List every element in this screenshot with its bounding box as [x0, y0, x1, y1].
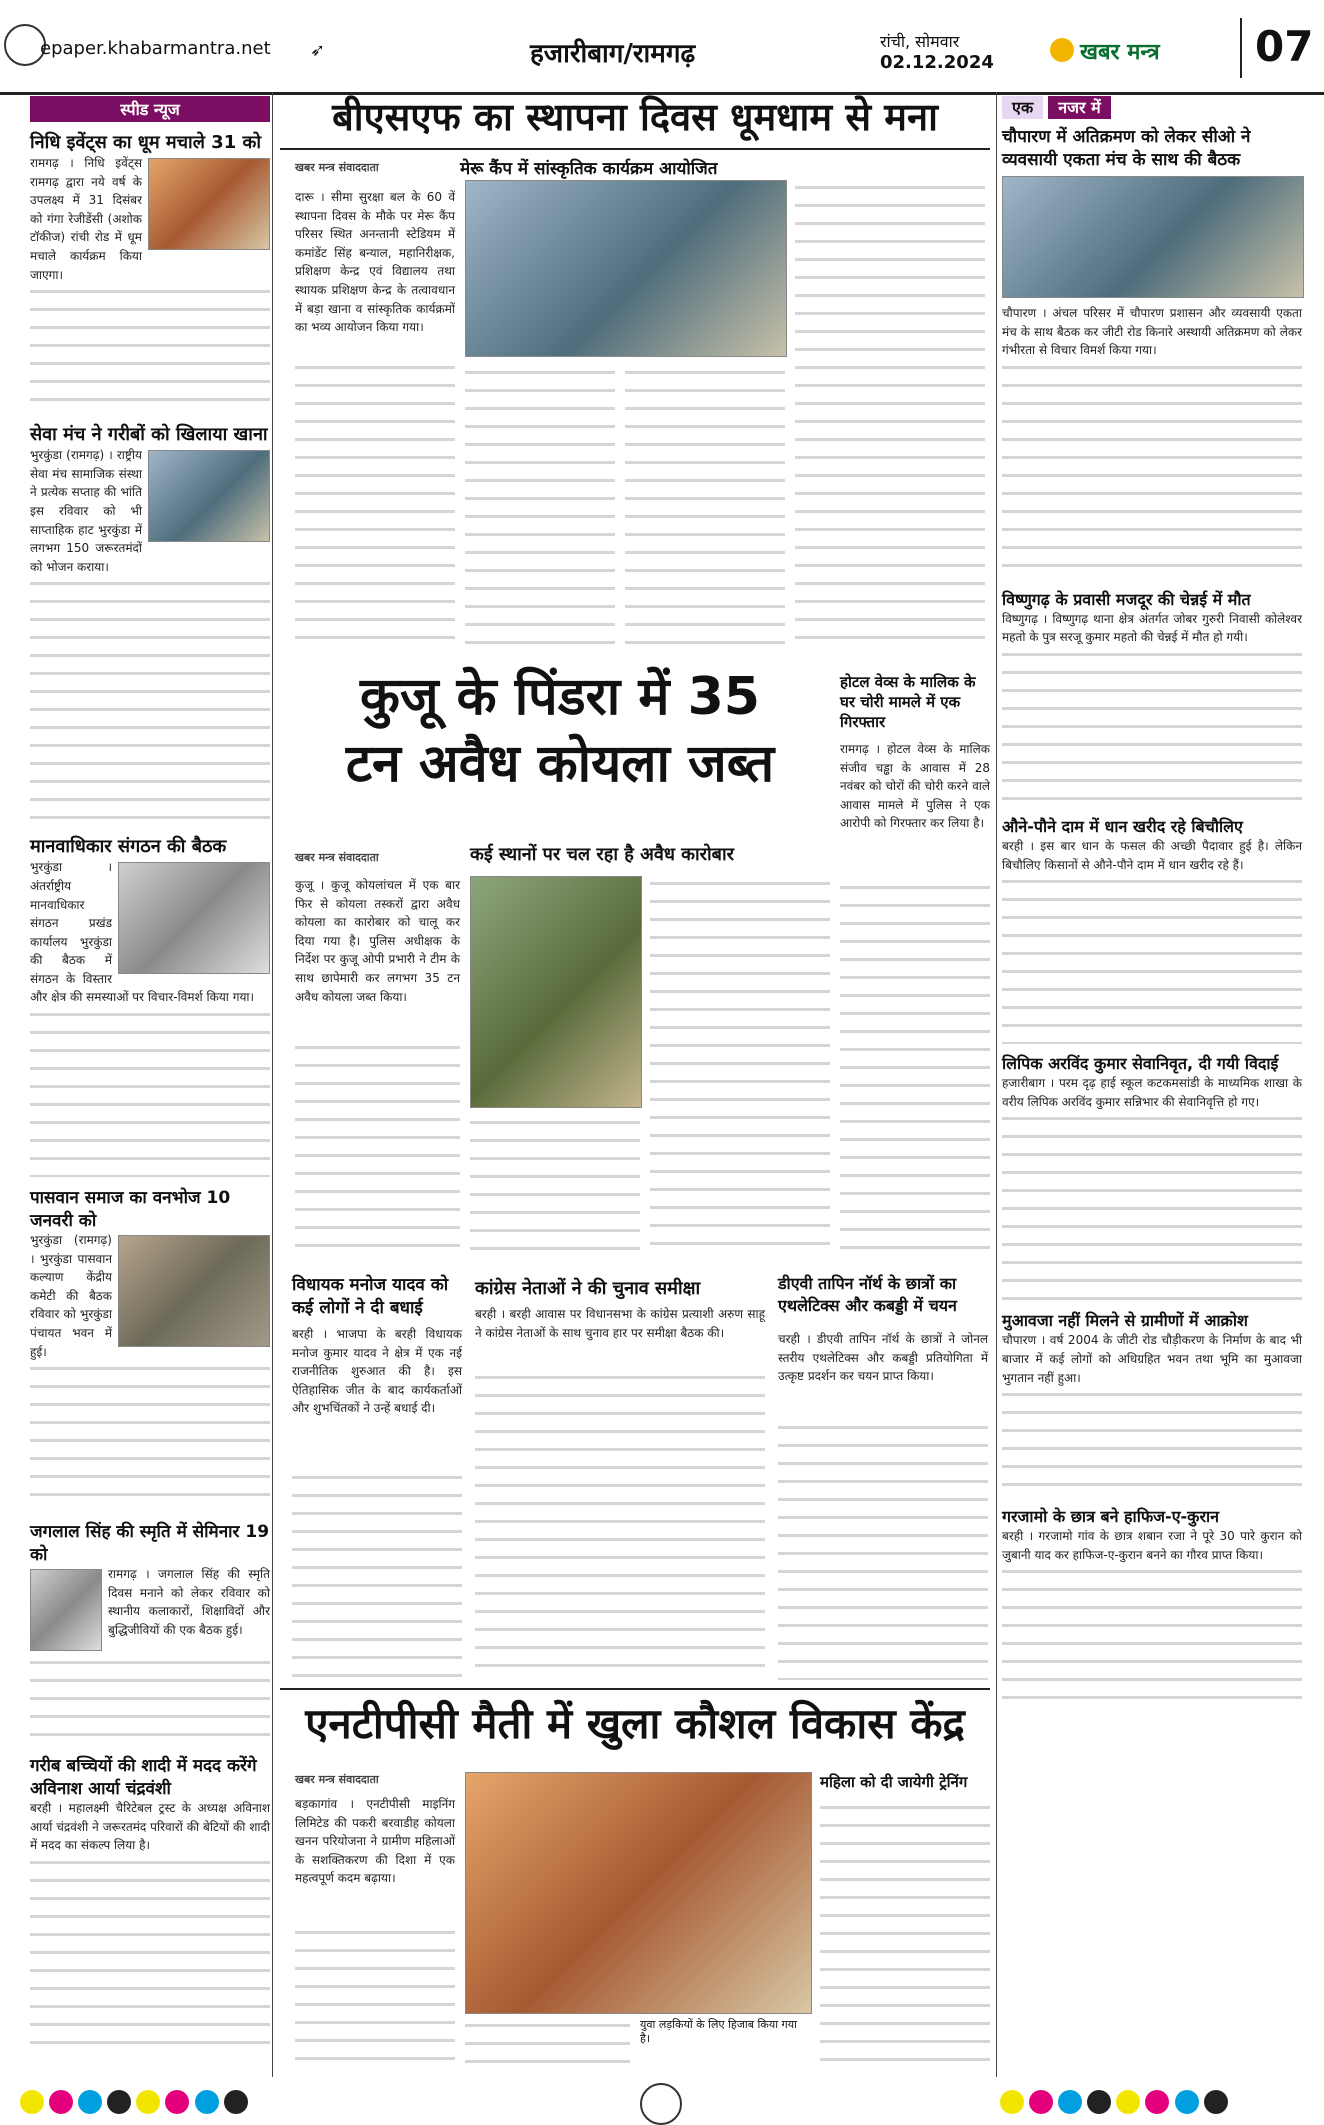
story-text-filler — [30, 1361, 270, 1511]
story-body: कुजू । कुजू कोयलांचल में एक बार फिर से कोयला तस्करों द्वारा अवैध कोयला का कारोबार को चालू कर दिया गया है। पुलिस अधीक्षक के निर्देश पर कुजू ओपी प्रभारी ने टीम के साथ छापेमारी कर लगभग 35 टन अवैध कोयला जब्त किया। — [295, 878, 460, 1004]
divider — [280, 1688, 990, 1690]
story-text-filler — [778, 1420, 988, 1680]
cyan-dot-icon — [1058, 2090, 1082, 2114]
cyan-dot-icon — [195, 2090, 219, 2114]
story-body: विष्णुगढ़ । विष्णुगढ़ थाना क्षेत्र अंतर्गत जोबर गुरुरी निवासी कोलेश्वर महतो के पुत्र सरजू कुमार महतो की चेन्नई में मौत हो गयी। — [1002, 611, 1302, 645]
story-text-filler — [1002, 1564, 1302, 1704]
byline: खबर मन्त्र संवाददाता — [295, 1773, 379, 1786]
meeting-photo — [118, 862, 270, 974]
headline[interactable]: बीएसएफ का स्थापना दिवस धूमधाम से मना — [332, 95, 938, 139]
photo-caption: युवा लड़कियों के लिए हिजाब किया गया है। — [640, 2018, 797, 2046]
event-photo — [148, 158, 270, 250]
magenta-dot-icon — [49, 2090, 73, 2114]
site-url[interactable]: epaper.khabarmantra.net — [40, 38, 271, 59]
meeting-photo — [1002, 176, 1304, 298]
story-title[interactable]: औने-पौने दाम में धान खरीद रहे बिचौलिए — [1002, 816, 1243, 836]
brand-name: खबर मन्त्र — [1080, 40, 1160, 65]
story-body: रामगढ़ । होटल वेव्स के मालिक संजीव चड्ढा के आवास में 28 नवंबर को चोरों की चोरी करने वाले आवास मामले में पुलिस ने एक आरोपी को गिरफ्तार कर लिया है। — [840, 742, 990, 831]
story-title[interactable]: कांग्रेस नेताओं ने की चुनाव समीक्षा — [475, 1278, 701, 1299]
story-title[interactable]: मानवाधिकार संगठन की बैठक — [30, 836, 227, 858]
magenta-dot-icon — [1029, 2090, 1053, 2114]
ntpc-center-photo — [465, 1772, 812, 2014]
story-body: बड़कागांव । एनटीपीसी माइनिंग लिमिटेड की पकरी बरवाडीह कोयला खनन परियोजना ने ग्रामीण महिलाओं के सशक्तिकरण की दिशा में एक महत्वपूर्ण कदम बढ़ाया। — [295, 1797, 455, 1886]
story-title[interactable]: पासवान समाज का वनभोज 10 जनवरी को — [30, 1188, 231, 1232]
cyan-dot-icon — [78, 2090, 102, 2114]
print-color-bar — [0, 2080, 1324, 2125]
black-dot-icon — [224, 2090, 248, 2114]
story-body: बरही । भाजपा के बरही विधायक मनोज कुमार यादव ने क्षेत्र में एक नई राजनीतिक शुरुआत की है। इस ऐतिहासिक जीत के बाद कार्यकर्ताओं और शुभचिंतकों ने उन्हें बधाई दी। — [292, 1327, 462, 1416]
yellow-dot-icon — [1000, 2090, 1024, 2114]
black-dot-icon — [1087, 2090, 1111, 2114]
story-title[interactable]: डीएवी तापिन नॉर्थ के छात्रों का एथलेटिक्स और कबड्डी में चयन — [778, 1274, 957, 1315]
page-header — [0, 0, 1324, 95]
story-text-filler — [295, 1040, 460, 1260]
brand-logo-icon — [1050, 38, 1074, 62]
story-body: दारू । सीमा सुरक्षा बल के 60 वें स्थापना दिवस के मौके पर मेरू कैंप परिसर स्थित अनन्तानी स्टेडियम में कमांडेंट सिंह बन्याल, महानिरीक्षक, प्रशिक्षण केन्द्र एवं विद्यालय तथा स्थायक प्रशिक्षण केन्द्र के तत्वावधान में बड़ा खाना व सांस्कृतिक कार्यक्रमों का भव्य आयोजन किया गया। — [295, 190, 455, 335]
left-column — [30, 96, 270, 2045]
story-text-filler — [30, 576, 270, 826]
story-text-filler — [1002, 647, 1302, 807]
headline[interactable]: एनटीपीसी मैती में खुला कौशल विकास केंद्र — [305, 1699, 965, 1748]
column-rule — [272, 92, 273, 2077]
story-title[interactable]: जगलाल सिंह की स्मृति में सेमिनार 19 को — [30, 1522, 270, 1566]
story-title[interactable]: गरीब बच्चियों की शादी में मदद करेंगे अविनाश आर्या चंद्रवंशी — [30, 1756, 257, 1800]
story-body: भुरकुंडा (रामगढ़) । राष्ट्रीय सेवा मंच सामाजिक संस्था ने प्रत्येक सप्ताह की भांति इस रविवार को भी साप्ताहिक हाट भुरकुंडा में लगभग 150 जरूरतमंदों को भोजन कराया। — [30, 448, 142, 574]
subheadline: कई स्थानों पर चल रहा है अवैध कारोबार — [470, 844, 734, 865]
story-title[interactable]: लिपिक अरविंद कुमार सेवानिवृत, दी गयी विदाई — [1002, 1054, 1279, 1074]
story-text-filler — [1002, 874, 1302, 1044]
byline: खबर मन्त्र संवाददाता — [295, 161, 379, 174]
story-text-filler — [470, 1115, 640, 1260]
story-body: बरही । बरही आवास पर विधानसभा के कांग्रेस प्रत्याशी अरुण साहू ने कांग्रेस नेताओं के साथ चुनाव हार पर समीक्षा बैठक की। — [475, 1307, 765, 1340]
yellow-dot-icon — [136, 2090, 160, 2114]
story-text-filler — [795, 180, 985, 650]
story-subtitle: महिला को दी जायेगी ट्रेनिंग — [820, 1773, 968, 1791]
bsf-celebration-photo — [465, 180, 787, 357]
column-rule — [996, 92, 997, 2077]
story-body: हजारीबाग । परम दृढ़ हाई स्कूल कटकमसांडी के माध्यमिक शाखा के वरीय लिपिक अरविंद कुमार सन्निभार की सेवानिवृत्ति हो गए। — [1002, 1076, 1302, 1109]
story-body: भुरकुंडा । अंतर्राष्ट्रीय मानवाधिकार संगठन प्रखंड कार्यालय भुरकुंडा की बैठक में संगठन के विस्तार और क्षेत्र की समस्याओं पर विचार-विमर्श किया गया। — [30, 860, 255, 1005]
magenta-dot-icon — [165, 2090, 189, 2114]
story-body: बरही । महालक्ष्मी चैरिटेबल ट्रस्ट के अध्यक्ष अविनाश आर्या चंद्रवंशी ने जरूरतमंद परिवारों की बेटियों की शादी में मदद का संकल्प लिया है। — [30, 1801, 270, 1853]
story-title[interactable]: विधायक मनोज यादव को कई लोगों ने दी बधाई — [292, 1275, 449, 1318]
story-text-filler — [650, 876, 830, 1260]
story-title[interactable]: निधि इवेंट्स का धूम मचाले 31 को — [30, 132, 261, 153]
story-title[interactable]: गरजामो के छात्र बने हाफिज-ए-कुरान — [1002, 1507, 1220, 1527]
story-text-filler — [465, 365, 615, 650]
story-text-filler — [1002, 1111, 1302, 1301]
story-text-filler — [30, 1855, 270, 2045]
cursor-icon: ➶ — [310, 40, 326, 61]
right-column — [1002, 96, 1302, 1704]
section-kicker: स्पीड न्यूज — [30, 96, 270, 122]
edition-city: हजारीबाग/रामगढ़ — [530, 39, 696, 69]
black-dot-icon — [107, 2090, 131, 2114]
color-dots-right — [1000, 2090, 1228, 2118]
story-title[interactable]: होटल वेव्स के मालिक के घर चोरी मामले में एक गिरफ्तार — [840, 673, 976, 731]
photo-caption — [470, 1108, 481, 1109]
meeting-photo — [118, 1235, 270, 1347]
color-dots-left — [20, 2090, 248, 2118]
story-text-filler — [820, 1800, 990, 2075]
coal-headline-line2[interactable]: टन अवैध कोयला जब्त — [345, 734, 775, 794]
story-text-filler — [1002, 1387, 1302, 1497]
story-title[interactable]: विष्णुगढ़ के प्रवासी मजदूर की चेन्नई में मौत — [1002, 589, 1251, 609]
portrait-photo — [30, 1569, 102, 1651]
story-text-filler — [475, 1370, 765, 1680]
story-text-filler — [1002, 360, 1302, 580]
story-body: चौपारण । अंचल परिसर में चौपारण प्रशासन और व्यवसायी एकता मंच के साथ बैठक कर जीटी रोड किनारे अस्थायी अतिक्रमण को लेकर गंभीरता से विचार विमर्श किया गया। — [1002, 306, 1302, 358]
yellow-dot-icon — [1116, 2090, 1140, 2114]
story-text-filler — [465, 2018, 630, 2075]
coal-seizure-photo — [470, 876, 642, 1108]
story-title[interactable]: चौपारण में अतिक्रमण को लेकर सीओ ने व्यवसायी एकता मंच के साथ की बैठक — [1002, 127, 1251, 170]
black-dot-icon — [1204, 2090, 1228, 2114]
byline: खबर मन्त्र संवाददाता — [295, 851, 379, 864]
story-text-filler — [295, 360, 455, 650]
story-body: चौपारण । वर्ष 2004 के जीटी रोड चौड़ीकरण के निर्माण के बाद भी बाजार में कई लोगों को अधिग्रहित भवन तथा भूमि का मुआवजा भुगतान नहीं हुआ। — [1002, 1333, 1302, 1385]
place-day: रांची, सोमवार — [880, 32, 960, 51]
page-number: 07 — [1255, 22, 1314, 71]
story-text-filler — [625, 365, 785, 650]
divider — [1240, 18, 1242, 78]
story-text-filler — [295, 1925, 455, 2075]
story-title[interactable]: मुआवजा नहीं मिलने से ग्रामीणों में आक्रोश — [1002, 1311, 1248, 1331]
story-body: बरही । इस बार धान के फसल की अच्छी पैदावार हुई है। लेकिन बिचौलिए किसानों से औने-पौने दाम में धान खरीद रहे हैं। — [1002, 838, 1302, 872]
cyan-dot-icon — [1175, 2090, 1199, 2114]
news-photo — [148, 450, 270, 542]
story-body: बरही । गरजामो गांव के छात्र शबान रजा ने पूरे 30 पारे कुरान को जुबानी याद कर हाफिज-ए-कुरान बनने का गौरव प्राप्त किया। — [1002, 1529, 1302, 1562]
story-text-filler — [840, 880, 990, 1260]
issue-date: 02.12.2024 — [880, 52, 994, 73]
section-kicker-a: एक — [1002, 96, 1043, 119]
divider — [280, 148, 990, 150]
story-body: रामगढ़ । जगलाल सिंह की स्मृति दिवस मनाने को लेकर रविवार को स्थानीय कलाकारों, शिक्षाविदों और बुद्धिजीवियों की एक बैठक हुई। — [108, 1567, 270, 1637]
coal-headline-line1[interactable]: कुजू के पिंडरा में 35 — [360, 667, 760, 727]
story-body: रामगढ़ । निधि इवेंट्स रामगढ़ द्वारा नये वर्ष के उपलक्ष्य में 31 दिसंबर को गंगा रेजीडेंसी (अशोक टॉकीज) रांची रोड में धूम मचाले कार्यक्रम किया जाएगा। — [30, 156, 142, 282]
yellow-dot-icon — [20, 2090, 44, 2114]
section-kicker-b: नजर में — [1048, 96, 1110, 119]
story-body: भुरकुंडा (रामगढ़) । भुरकुंडा पासवान कल्याण केंद्रीय कमेटी की बैठक रविवार को भुरकुंडा पंचायत भवन में हुई। — [30, 1233, 112, 1359]
story-title[interactable]: सेवा मंच ने गरीबों को खिलाया खाना — [30, 424, 268, 446]
subheadline: मेरू कैंप में सांस्कृतिक कार्यक्रम आयोजित — [460, 159, 718, 179]
story-text-filler — [292, 1470, 462, 1680]
story-text-filler — [30, 1655, 270, 1745]
magenta-dot-icon — [1145, 2090, 1169, 2114]
story-body: चरही । डीएवी तापिन नॉर्थ के छात्रों ने जोनल स्तरीय एथलेटिक्स और कबड्डी प्रतियोगिता में उत्कृष्ट प्रदर्शन कर चयन प्राप्त किया। — [778, 1332, 988, 1384]
story-text-filler — [30, 284, 270, 414]
story-text-filler — [30, 1007, 270, 1177]
registration-mark-icon — [640, 2083, 682, 2125]
